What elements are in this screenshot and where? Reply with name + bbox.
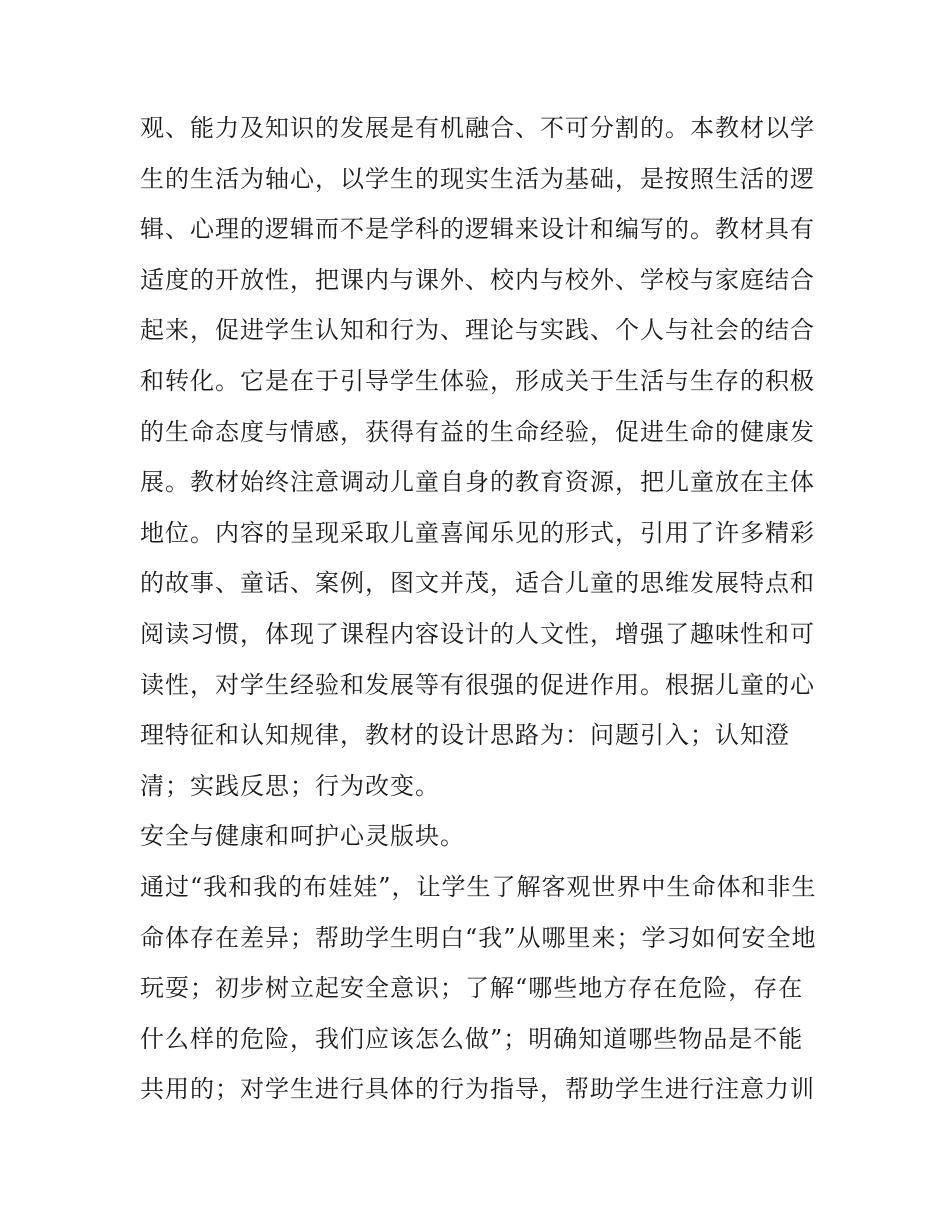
text-line: 阅读习惯，体现了课程内容设计的人文性，增强了趣味性和可 bbox=[140, 619, 815, 648]
text-line: 起来，促进学生认知和行为、理论与实践、个人与社会的结合 bbox=[140, 316, 815, 345]
text-line: 理特征和认知规律，教材的设计思路为：问题引入；认知澄 bbox=[140, 721, 790, 750]
text-line: 的故事、童话、案例，图文并茂，适合儿童的思维发展特点和 bbox=[140, 569, 815, 598]
document-body bbox=[140, 103, 820, 1115]
text-line: 通过“我和我的布娃娃”，让学生了解客观世界中生命体和非生 bbox=[140, 872, 817, 901]
text-line: 什么样的危险，我们应该怎么做”；明确知道哪些物品是不能 bbox=[140, 1024, 804, 1053]
text-line: 清；实践反思；行为改变。 bbox=[140, 771, 440, 800]
text-line: 的生命态度与情感，获得有益的生命经验，促进生命的健康发 bbox=[140, 417, 815, 446]
text-line: 玩耍；初步树立起安全意识；了解“哪些地方存在危险，存在 bbox=[140, 974, 804, 1003]
text-line: 生的生活为轴心，以学生的现实生活为基础，是按照生活的逻 bbox=[140, 164, 815, 193]
text-line: 观、能力及知识的发展是有机融合、不可分割的。本教材以学 bbox=[140, 114, 815, 142]
text-line: 共用的；对学生进行具体的行为指导，帮助学生进行注意力训 bbox=[140, 1075, 815, 1104]
text-line: 和转化。它是在于引导学生体验，形成关于生活与生存的积极 bbox=[140, 366, 815, 395]
text-line: 读性，对学生经验和发展等有很强的促进作用。根据儿童的心 bbox=[140, 670, 815, 699]
text-line: 命体存在差异；帮助学生明白“我”从哪里来；学习如何安全地 bbox=[140, 923, 817, 952]
text-line: 适度的开放性，把课内与课外、校内与校外、学校与家庭结合 bbox=[140, 265, 815, 294]
text-line: 地位。内容的呈现采取儿童喜闻乐见的形式，引用了许多精彩 bbox=[140, 518, 815, 547]
text-line: 辑、心理的逻辑而不是学科的逻辑来设计和编写的。教材具有 bbox=[140, 215, 815, 244]
section-heading: 安全与健康和呵护心灵版块。 bbox=[140, 822, 465, 851]
text-line: 展。教材始终注意调动儿童自身的教育资源，把儿童放在主体 bbox=[140, 468, 815, 497]
